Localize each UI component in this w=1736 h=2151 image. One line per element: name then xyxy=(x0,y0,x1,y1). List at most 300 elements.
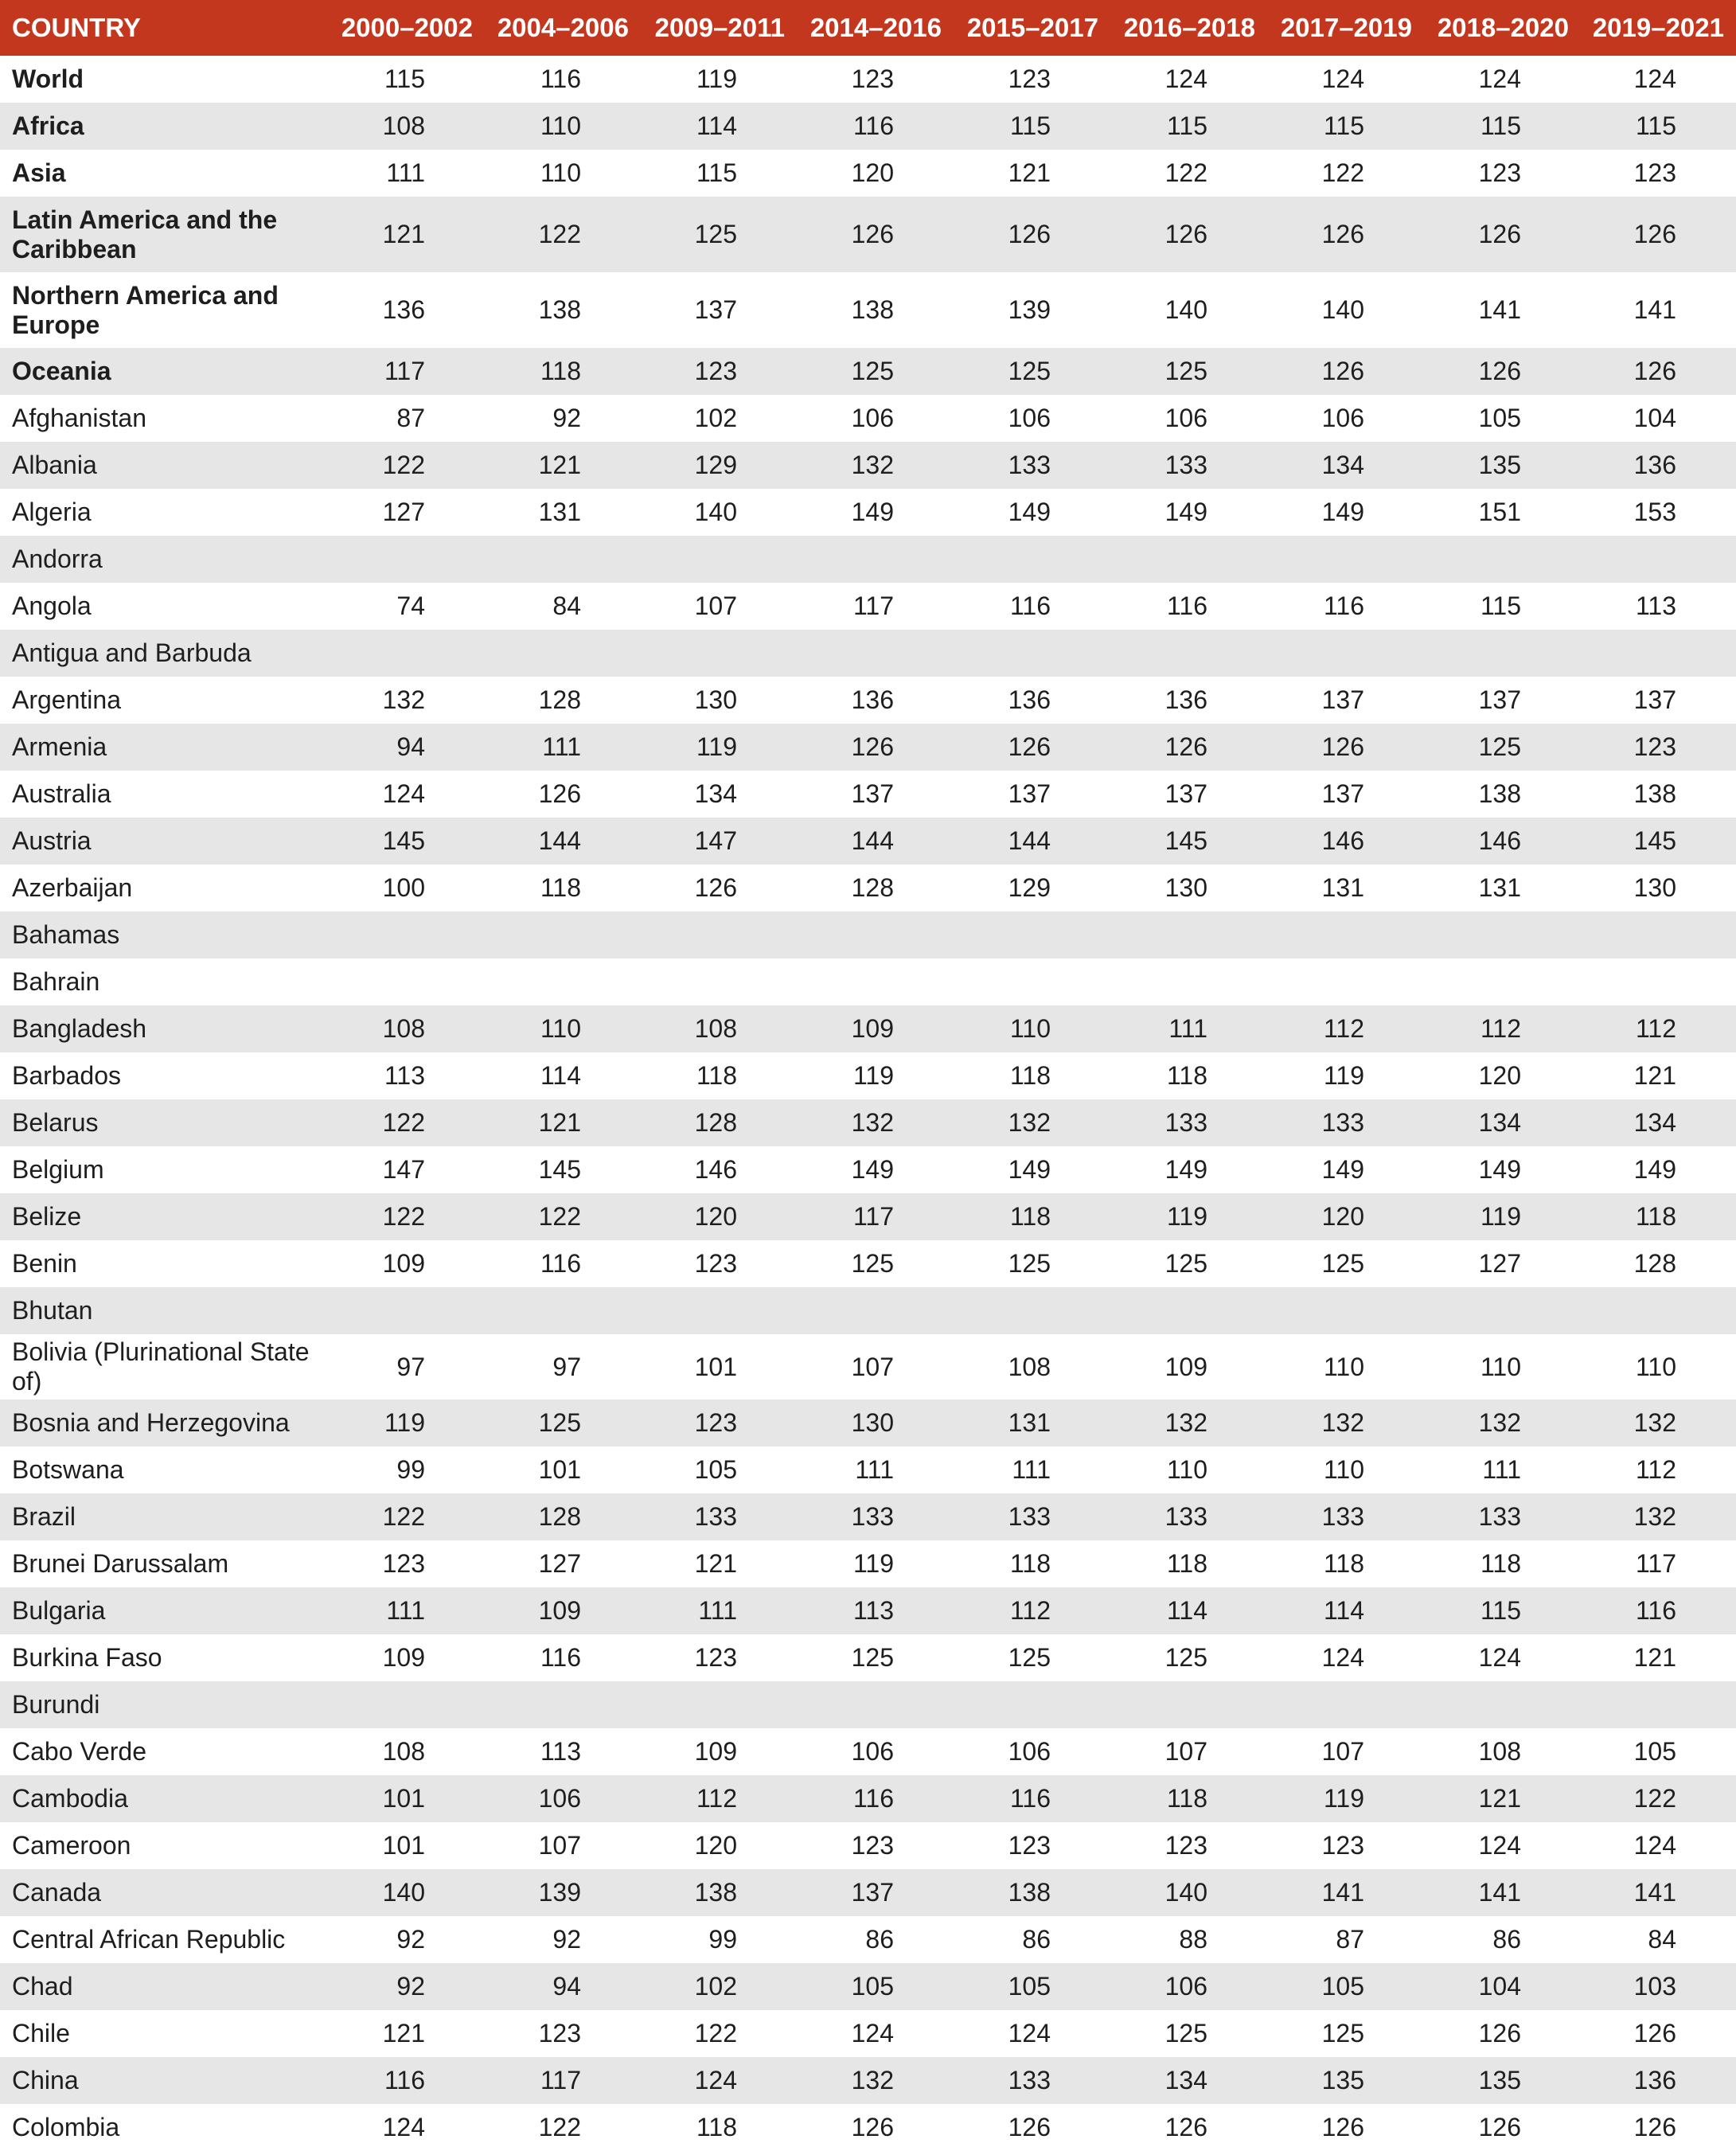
region-name: Africa xyxy=(12,111,84,140)
value-cell: 126 xyxy=(1633,2113,1676,2141)
value-cell xyxy=(899,536,1051,583)
value-cell: 131 xyxy=(1478,873,1521,902)
value-cell: 119 xyxy=(852,1061,894,1090)
value-cell: 124 xyxy=(1478,64,1521,93)
value-cell: 110 xyxy=(540,1014,581,1043)
country-name: Bahrain xyxy=(12,967,100,996)
country-name: Australia xyxy=(12,779,111,808)
country-name: Burkina Faso xyxy=(12,1643,162,1672)
value-cell: 126 xyxy=(1008,732,1051,761)
value-cell: 137 xyxy=(851,779,894,808)
value-cell: 144 xyxy=(538,826,581,855)
value-cell: 118 xyxy=(540,357,581,385)
value-cell: 121 xyxy=(1478,1784,1521,1813)
value-cell: 112 xyxy=(1635,1455,1676,1484)
country-row xyxy=(0,489,1736,536)
value-cell: 107 xyxy=(851,1352,894,1381)
country-name: Bulgaria xyxy=(12,1596,106,1625)
value-cell: 135 xyxy=(1478,2066,1521,2094)
value-cell: 132 xyxy=(851,451,894,479)
value-cell: 105 xyxy=(1008,1972,1051,2001)
value-cell: 127 xyxy=(1478,1249,1521,1278)
value-cell xyxy=(586,1681,737,1728)
country-row xyxy=(0,1916,1736,1963)
value-cell: 137 xyxy=(1008,779,1051,808)
value-cell: 133 xyxy=(1164,1108,1207,1137)
region-name: Asia xyxy=(12,158,66,187)
value-cell: 106 xyxy=(1008,404,1051,432)
value-cell: 121 xyxy=(1633,1061,1676,1090)
value-cell: 111 xyxy=(386,1596,425,1625)
value-cell: 119 xyxy=(696,64,737,93)
value-cell: 97 xyxy=(552,1352,581,1381)
value-cell: 123 xyxy=(851,64,894,93)
value-cell: 122 xyxy=(382,1108,425,1137)
value-cell xyxy=(743,630,894,677)
country-row xyxy=(0,912,1736,958)
value-cell: 117 xyxy=(540,2066,581,2094)
value-cell: 109 xyxy=(1164,1352,1207,1381)
country-row xyxy=(0,958,1736,1005)
value-cell: 116 xyxy=(540,64,581,93)
value-cell: 117 xyxy=(852,591,894,620)
value-cell: 111 xyxy=(698,1596,737,1625)
value-cell: 126 xyxy=(1478,2019,1521,2048)
value-cell: 111 xyxy=(855,1455,894,1484)
value-cell: 115 xyxy=(1009,111,1051,140)
value-cell xyxy=(1525,536,1676,583)
value-cell: 121 xyxy=(1008,158,1051,187)
value-cell xyxy=(743,958,894,1005)
country-name: Bangladesh xyxy=(12,1014,147,1043)
value-cell xyxy=(1056,1681,1207,1728)
value-cell: 112 xyxy=(1009,1596,1051,1625)
value-cell xyxy=(1525,1287,1676,1334)
value-cell: 107 xyxy=(694,591,737,620)
country-row xyxy=(0,583,1736,630)
country-row xyxy=(0,1540,1736,1587)
region-name: Oceania xyxy=(12,357,111,385)
value-cell: 125 xyxy=(851,357,894,385)
value-cell: 135 xyxy=(1478,451,1521,479)
country-name: Chad xyxy=(12,1972,73,2001)
value-cell: 149 xyxy=(1164,498,1207,526)
value-cell: 103 xyxy=(1633,1972,1676,2001)
value-cell: 92 xyxy=(552,404,581,432)
value-cell: 108 xyxy=(382,1737,425,1766)
value-cell: 105 xyxy=(1478,404,1521,432)
value-cell: 114 xyxy=(696,111,737,140)
value-cell: 133 xyxy=(1164,1502,1207,1531)
value-cell: 126 xyxy=(1008,220,1051,248)
value-cell: 105 xyxy=(1633,1737,1676,1766)
value-cell: 118 xyxy=(1480,1549,1521,1578)
value-cell xyxy=(1213,1287,1364,1334)
value-cell: 118 xyxy=(1323,1549,1364,1578)
value-cell: 122 xyxy=(1164,158,1207,187)
value-cell: 101 xyxy=(694,1352,737,1381)
country-name: Belgium xyxy=(12,1155,104,1184)
value-cell: 109 xyxy=(382,1643,425,1672)
value-cell: 107 xyxy=(538,1831,581,1860)
value-cell: 121 xyxy=(538,451,581,479)
value-cell: 126 xyxy=(1478,357,1521,385)
region-row xyxy=(0,103,1736,150)
country-row xyxy=(0,1240,1736,1287)
value-cell: 121 xyxy=(694,1549,737,1578)
value-cell: 149 xyxy=(1008,1155,1051,1184)
value-cell: 117 xyxy=(384,357,425,385)
value-cell: 149 xyxy=(851,498,894,526)
value-cell xyxy=(430,958,581,1005)
value-cell: 113 xyxy=(1635,591,1676,620)
value-cell: 126 xyxy=(1164,220,1207,248)
value-cell: 126 xyxy=(1478,2113,1521,2141)
value-cell: 153 xyxy=(1633,498,1676,526)
value-cell: 126 xyxy=(1164,2113,1207,2141)
value-cell: 125 xyxy=(1478,732,1521,761)
value-cell xyxy=(430,1681,581,1728)
value-cell: 130 xyxy=(851,1408,894,1437)
value-cell xyxy=(1056,958,1207,1005)
value-cell: 120 xyxy=(1321,1202,1364,1231)
value-cell: 110 xyxy=(1009,1014,1051,1043)
value-cell: 119 xyxy=(1323,1784,1364,1813)
value-cell: 92 xyxy=(552,1925,581,1954)
region-row xyxy=(0,150,1736,197)
value-cell: 88 xyxy=(1179,1925,1207,1954)
value-cell xyxy=(274,1681,425,1728)
value-cell: 116 xyxy=(1009,1784,1051,1813)
value-cell: 116 xyxy=(852,111,894,140)
value-cell: 108 xyxy=(382,1014,425,1043)
value-cell: 137 xyxy=(1164,779,1207,808)
header-period: 2015–2017 xyxy=(966,13,1098,42)
value-cell: 125 xyxy=(538,1408,581,1437)
value-cell: 115 xyxy=(1166,111,1207,140)
value-cell: 132 xyxy=(1008,1108,1051,1137)
value-cell: 126 xyxy=(1478,220,1521,248)
value-cell xyxy=(1056,536,1207,583)
country-row xyxy=(0,1822,1736,1869)
value-cell: 97 xyxy=(396,1352,425,1381)
region-row xyxy=(0,272,1736,348)
value-cell: 133 xyxy=(1321,1108,1364,1137)
value-cell xyxy=(430,536,581,583)
value-cell: 109 xyxy=(382,1249,425,1278)
value-cell: 149 xyxy=(1164,1155,1207,1184)
value-cell: 123 xyxy=(694,1408,737,1437)
country-row xyxy=(0,1869,1736,1916)
value-cell: 149 xyxy=(1633,1155,1676,1184)
country-name: Barbados xyxy=(12,1061,121,1090)
value-cell: 116 xyxy=(384,2066,425,2094)
value-cell xyxy=(899,1681,1051,1728)
value-cell: 144 xyxy=(851,826,894,855)
value-cell: 149 xyxy=(1478,1155,1521,1184)
value-cell: 110 xyxy=(1323,1455,1364,1484)
value-cell: 130 xyxy=(1164,873,1207,902)
value-cell: 116 xyxy=(540,1643,581,1672)
value-cell: 106 xyxy=(1321,404,1364,432)
value-cell: 94 xyxy=(396,732,425,761)
value-cell: 120 xyxy=(694,1831,737,1860)
value-cell: 112 xyxy=(696,1784,737,1813)
country-name: Colombia xyxy=(12,2113,120,2141)
value-cell xyxy=(586,912,737,958)
country-row xyxy=(0,1005,1736,1052)
country-name: Bolivia (Plurinational State of) xyxy=(12,1337,310,1396)
value-cell: 125 xyxy=(1164,357,1207,385)
value-cell: 138 xyxy=(1633,779,1676,808)
value-cell: 122 xyxy=(382,1502,425,1531)
value-cell: 128 xyxy=(851,873,894,902)
value-cell: 111 xyxy=(386,158,425,187)
value-cell xyxy=(1370,1287,1521,1334)
value-cell: 132 xyxy=(1321,1408,1364,1437)
value-cell: 119 xyxy=(1480,1202,1521,1231)
country-row xyxy=(0,442,1736,489)
value-cell: 116 xyxy=(1323,591,1364,620)
value-cell: 141 xyxy=(1478,1878,1521,1907)
value-cell: 115 xyxy=(1480,111,1521,140)
value-cell xyxy=(430,630,581,677)
country-name: Andorra xyxy=(12,545,103,573)
value-cell: 123 xyxy=(1321,1831,1364,1860)
value-cell: 149 xyxy=(1008,498,1051,526)
value-cell: 101 xyxy=(382,1831,425,1860)
value-cell: 139 xyxy=(1008,295,1051,324)
value-cell: 137 xyxy=(1321,779,1364,808)
header-period: 2016–2018 xyxy=(1123,13,1255,42)
value-cell: 140 xyxy=(694,498,737,526)
value-cell: 116 xyxy=(1009,591,1051,620)
value-cell: 132 xyxy=(1164,1408,1207,1437)
value-cell: 107 xyxy=(1321,1737,1364,1766)
country-name: Central African Republic xyxy=(12,1925,286,1954)
value-cell: 133 xyxy=(694,1502,737,1531)
value-cell: 125 xyxy=(851,1249,894,1278)
value-cell xyxy=(274,1287,425,1334)
value-cell: 138 xyxy=(1478,779,1521,808)
region-name: Latin America and the Caribbean xyxy=(12,205,278,264)
value-cell xyxy=(430,912,581,958)
value-cell: 125 xyxy=(1164,1643,1207,1672)
country-row xyxy=(0,1493,1736,1540)
value-cell: 141 xyxy=(1633,1878,1676,1907)
value-cell xyxy=(1370,912,1521,958)
value-cell: 109 xyxy=(851,1014,894,1043)
value-cell: 86 xyxy=(1022,1925,1051,1954)
header-country: COUNTRY xyxy=(12,13,141,42)
value-cell: 124 xyxy=(382,2113,425,2141)
value-cell: 92 xyxy=(396,1972,425,2001)
value-cell xyxy=(586,536,737,583)
country-row xyxy=(0,724,1736,771)
value-cell: 115 xyxy=(1480,591,1521,620)
country-row xyxy=(0,2057,1736,2104)
value-cell: 125 xyxy=(1321,1249,1364,1278)
value-cell: 128 xyxy=(538,1502,581,1531)
value-cell: 126 xyxy=(1008,2113,1051,2141)
value-cell: 105 xyxy=(851,1972,894,2001)
country-row xyxy=(0,677,1736,724)
value-cell: 113 xyxy=(384,1061,425,1090)
country-name: Angola xyxy=(12,591,92,620)
value-cell: 122 xyxy=(538,1202,581,1231)
value-cell: 133 xyxy=(1008,2066,1051,2094)
country-name: Belarus xyxy=(12,1108,99,1137)
country-name: Cameroon xyxy=(12,1831,131,1860)
value-cell: 111 xyxy=(1012,1455,1051,1484)
value-cell: 126 xyxy=(1164,732,1207,761)
value-cell xyxy=(1525,1681,1676,1728)
value-cell: 145 xyxy=(538,1155,581,1184)
value-cell: 128 xyxy=(1633,1249,1676,1278)
value-cell: 118 xyxy=(1166,1784,1207,1813)
value-cell: 106 xyxy=(1164,1972,1207,2001)
value-cell: 92 xyxy=(396,1925,425,1954)
country-name: Afghanistan xyxy=(12,404,147,432)
value-cell: 126 xyxy=(1321,220,1364,248)
value-cell: 123 xyxy=(1164,1831,1207,1860)
value-cell: 116 xyxy=(540,1249,581,1278)
value-cell xyxy=(1370,1681,1521,1728)
value-cell: 101 xyxy=(538,1455,581,1484)
value-cell: 147 xyxy=(382,1155,425,1184)
value-cell: 134 xyxy=(1164,2066,1207,2094)
value-cell xyxy=(743,1681,894,1728)
value-cell: 119 xyxy=(696,732,737,761)
country-name: Benin xyxy=(12,1249,77,1278)
value-cell: 132 xyxy=(851,2066,894,2094)
value-cell: 114 xyxy=(1166,1596,1207,1625)
value-cell: 128 xyxy=(694,1108,737,1137)
value-cell: 86 xyxy=(865,1925,894,1954)
value-cell: 126 xyxy=(1321,357,1364,385)
value-cell: 127 xyxy=(538,1549,581,1578)
value-cell: 124 xyxy=(1008,2019,1051,2048)
value-cell: 106 xyxy=(1164,404,1207,432)
value-cell: 138 xyxy=(694,1878,737,1907)
value-cell: 108 xyxy=(1478,1737,1521,1766)
value-cell: 124 xyxy=(851,2019,894,2048)
value-cell: 137 xyxy=(1321,685,1364,714)
country-row xyxy=(0,1728,1736,1775)
value-cell: 119 xyxy=(852,1549,894,1578)
value-cell: 133 xyxy=(1478,1502,1521,1531)
value-cell: 110 xyxy=(1323,1352,1364,1381)
value-cell: 112 xyxy=(1323,1014,1364,1043)
region-name: Northern America and Europe xyxy=(12,280,279,339)
value-cell: 123 xyxy=(1478,158,1521,187)
value-cell: 115 xyxy=(1323,111,1364,140)
value-cell: 94 xyxy=(552,1972,581,2001)
value-cell xyxy=(1213,912,1364,958)
country-name: Armenia xyxy=(12,732,107,761)
value-cell: 125 xyxy=(1008,1249,1051,1278)
country-row xyxy=(0,2010,1736,2057)
value-cell: 126 xyxy=(1321,2113,1364,2141)
value-cell: 137 xyxy=(694,295,737,324)
value-cell: 119 xyxy=(1323,1061,1364,1090)
header-period: 2018–2020 xyxy=(1437,13,1569,42)
value-cell: 118 xyxy=(1009,1061,1051,1090)
value-cell: 115 xyxy=(384,64,425,93)
value-cell: 132 xyxy=(1633,1408,1676,1437)
value-cell: 123 xyxy=(538,2019,581,2048)
value-cell: 126 xyxy=(851,2113,894,2141)
region-row xyxy=(0,197,1736,272)
value-cell: 124 xyxy=(1478,1643,1521,1672)
country-name: Azerbaijan xyxy=(12,873,133,902)
value-cell: 136 xyxy=(1633,2066,1676,2094)
country-row xyxy=(0,1775,1736,1822)
value-cell: 87 xyxy=(1336,1925,1364,1954)
country-row xyxy=(0,1193,1736,1240)
country-name: Antigua and Barbuda xyxy=(12,638,252,667)
value-cell xyxy=(430,1287,581,1334)
value-cell: 147 xyxy=(694,826,737,855)
value-cell: 108 xyxy=(694,1014,737,1043)
value-cell: 114 xyxy=(1323,1596,1364,1625)
value-cell: 110 xyxy=(1635,1352,1676,1381)
value-cell: 141 xyxy=(1478,295,1521,324)
value-cell: 123 xyxy=(1008,1831,1051,1860)
country-name: Cambodia xyxy=(12,1784,128,1813)
value-cell: 108 xyxy=(1008,1352,1051,1381)
value-cell: 140 xyxy=(382,1878,425,1907)
country-row xyxy=(0,1681,1736,1728)
value-cell: 110 xyxy=(1166,1455,1207,1484)
value-cell: 122 xyxy=(1321,158,1364,187)
value-cell xyxy=(274,958,425,1005)
value-cell: 120 xyxy=(851,158,894,187)
country-name: Bahamas xyxy=(12,920,120,949)
value-cell: 105 xyxy=(694,1455,737,1484)
country-name: Botswana xyxy=(12,1455,124,1484)
value-cell: 104 xyxy=(1478,1972,1521,2001)
header-period: 2004–2006 xyxy=(497,13,629,42)
value-cell: 118 xyxy=(696,1061,737,1090)
value-cell: 128 xyxy=(538,685,581,714)
value-cell xyxy=(1370,630,1521,677)
value-cell: 74 xyxy=(396,591,425,620)
country-name: Chile xyxy=(12,2019,70,2048)
value-cell: 124 xyxy=(694,2066,737,2094)
value-cell: 134 xyxy=(1633,1108,1676,1137)
country-name: Burundi xyxy=(12,1690,100,1719)
region-name: World xyxy=(12,64,84,93)
value-cell: 138 xyxy=(538,295,581,324)
value-cell: 106 xyxy=(851,404,894,432)
value-cell: 124 xyxy=(1633,1831,1676,1860)
value-cell: 133 xyxy=(1008,1502,1051,1531)
value-cell: 122 xyxy=(538,2113,581,2141)
value-cell: 123 xyxy=(1633,158,1676,187)
value-cell xyxy=(1525,630,1676,677)
value-cell: 122 xyxy=(1633,1784,1676,1813)
value-cell: 118 xyxy=(1009,1549,1051,1578)
country-row xyxy=(0,1446,1736,1493)
value-cell xyxy=(586,630,737,677)
value-cell xyxy=(1213,1681,1364,1728)
value-cell: 131 xyxy=(538,498,581,526)
value-cell: 145 xyxy=(1164,826,1207,855)
value-cell xyxy=(899,912,1051,958)
value-cell: 84 xyxy=(552,591,581,620)
value-cell: 105 xyxy=(1321,1972,1364,2001)
